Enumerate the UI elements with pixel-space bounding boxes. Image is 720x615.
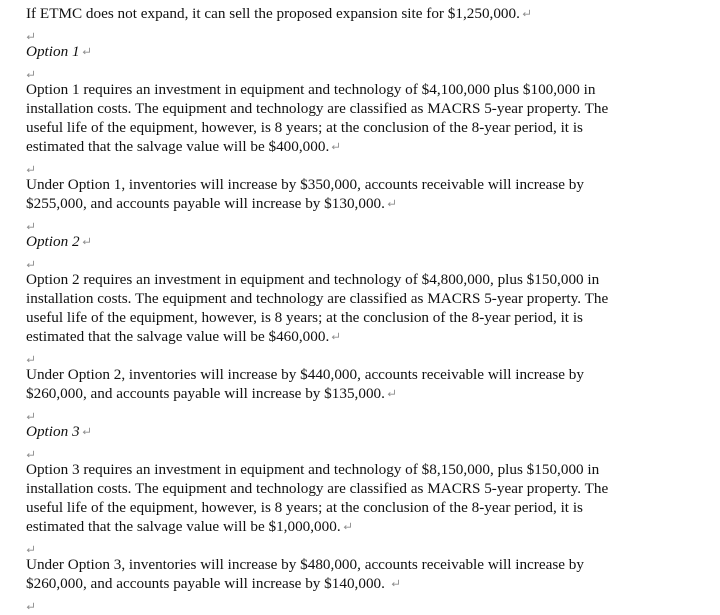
- option-3-heading: Option 3: [26, 422, 706, 441]
- option-3-investment-paragraph: [26, 460, 706, 536]
- intro-paragraph: [26, 4, 706, 23]
- return-arrow-icon: [82, 47, 91, 56]
- paragraph-line-last: estimated that the salvage value will be $460,000.: [26, 327, 706, 346]
- paragraph-line: useful life of the equipment, however, is 8 years; at the conclusion of the 8-year period, it is: [26, 499, 583, 516]
- option-1-working-capital-paragraph: [26, 175, 706, 213]
- paragraph-line: installation costs. The equipment and technology are classified as MACRS 5-year property. The: [26, 100, 609, 117]
- empty-paragraph: [26, 346, 706, 365]
- return-arrow-icon: [522, 9, 531, 18]
- option-2-working-capital-paragraph: [26, 365, 706, 403]
- return-arrow-icon: [331, 142, 340, 151]
- paragraph-line-last: estimated that the salvage value will be $400,000.: [26, 137, 706, 156]
- return-arrow-icon: [82, 237, 91, 246]
- return-arrow-icon: [26, 355, 35, 364]
- paragraph-line: installation costs. The equipment and technology are classified as MACRS 5-year property. The: [26, 480, 609, 497]
- paragraph-line-last: $255,000, and accounts payable will increase by $130,000.: [26, 194, 706, 213]
- return-arrow-icon: [26, 450, 35, 459]
- return-arrow-icon: [26, 260, 35, 269]
- paragraph-line: Under Option 3, inventories will increase by $480,000, accounts receivable will increase by: [26, 556, 584, 573]
- empty-paragraph: [26, 593, 706, 612]
- paragraph-line: Under Option 2, inventories will increase by $440,000, accounts receivable will increase by: [26, 366, 584, 383]
- empty-paragraph: [26, 441, 706, 460]
- document-body: [26, 4, 706, 612]
- paragraph-line-last: estimated that the salvage value will be $1,000,000.: [26, 517, 706, 536]
- intro-text: If ETMC does not expand, it can sell the proposed expansion site for $1,250,000.: [26, 5, 520, 22]
- paragraph-line: useful life of the equipment, however, is 8 years; at the conclusion of the 8-year period, it is: [26, 119, 583, 136]
- paragraph-line: installation costs. The equipment and technology are classified as MACRS 5-year property. The: [26, 290, 609, 307]
- return-arrow-icon: [26, 70, 35, 79]
- paragraph-line: Option 3 requires an investment in equipment and technology of $8,150,000, plus $150,000 in: [26, 461, 600, 478]
- option-2-heading: Option 2: [26, 232, 706, 251]
- return-arrow-icon: [26, 165, 35, 174]
- clipped-text-fragment: [225, 609, 233, 615]
- paragraph-line-last: $260,000, and accounts payable will increase by $135,000.: [26, 384, 706, 403]
- return-arrow-icon: [391, 579, 400, 588]
- paragraph-line: useful life of the equipment, however, is 8 years; at the conclusion of the 8-year period, it is: [26, 309, 583, 326]
- empty-paragraph: [26, 251, 706, 270]
- empty-paragraph: [26, 23, 706, 42]
- return-arrow-icon: [26, 412, 35, 421]
- empty-paragraph: [26, 536, 706, 555]
- return-arrow-icon: [387, 199, 396, 208]
- empty-paragraph: [26, 61, 706, 80]
- return-arrow-icon: [82, 427, 91, 436]
- return-arrow-icon: [26, 32, 35, 41]
- paragraph-line: Option 2 requires an investment in equipment and technology of $4,800,000, plus $150,000 in: [26, 271, 600, 288]
- paragraph-line-last: $260,000, and accounts payable will increase by $140,000.: [26, 574, 706, 593]
- option-2-investment-paragraph: [26, 270, 706, 346]
- paragraph-line: Option 1 requires an investment in equipment and technology of $4,100,000 plus $100,000 in: [26, 81, 596, 98]
- return-arrow-icon: [387, 389, 396, 398]
- option-1-heading: Option 1: [26, 42, 706, 61]
- return-arrow-icon: [26, 602, 35, 611]
- return-arrow-icon: [26, 545, 35, 554]
- option-1-investment-paragraph: [26, 80, 706, 156]
- option-3-working-capital-paragraph: [26, 555, 706, 593]
- empty-paragraph: [26, 213, 706, 232]
- return-arrow-icon: [331, 332, 340, 341]
- empty-paragraph: [26, 403, 706, 422]
- return-arrow-icon: [343, 522, 352, 531]
- return-arrow-icon: [26, 222, 35, 231]
- paragraph-line: Under Option 1, inventories will increase by $350,000, accounts receivable will increase by: [26, 176, 584, 193]
- empty-paragraph: [26, 156, 706, 175]
